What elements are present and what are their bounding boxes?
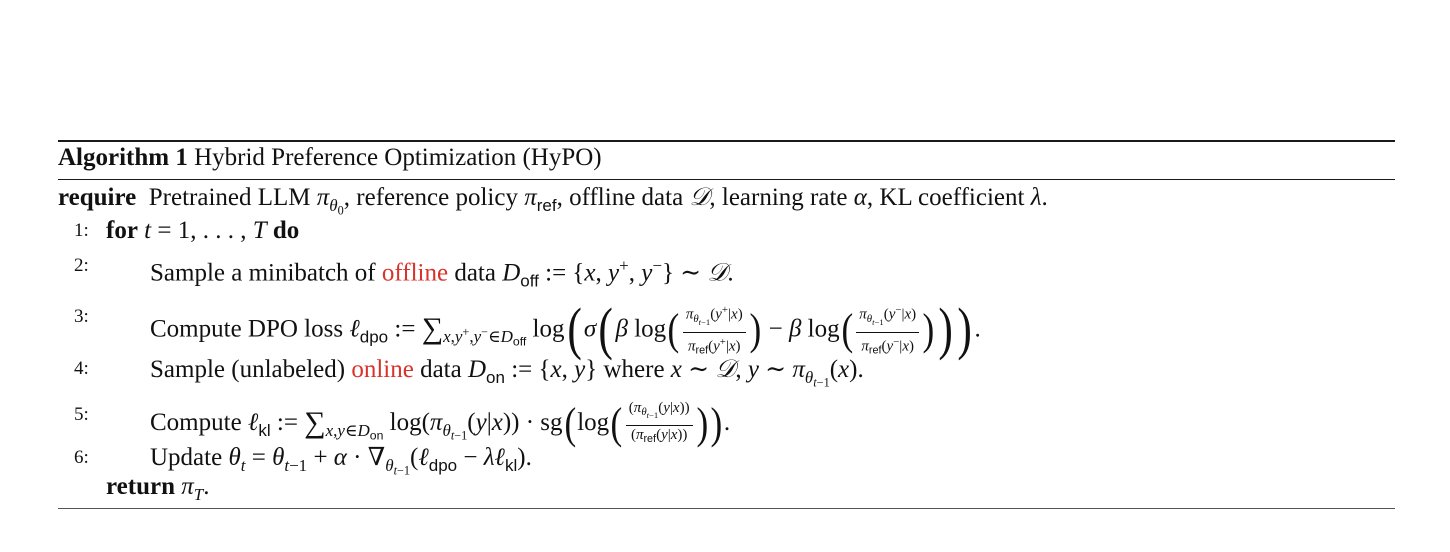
require-text-6: . (1041, 184, 1048, 211)
where-text: where (603, 356, 665, 383)
step-number: 6: (74, 447, 89, 468)
step-2-text-post: data (454, 259, 496, 287)
step-4-text-post: data (420, 356, 462, 383)
algorithm-header (58, 143, 602, 173)
offline-highlight: offline (381, 259, 449, 287)
require-text-2: , reference policy (343, 184, 518, 211)
step-5-text: Compute (150, 409, 242, 437)
step-4-text: Sample (unlabeled) (150, 356, 346, 383)
ratio-negative: $\frac{\pi_{\theta_{t-1}}(y^-|x)}{\pi_{ref}(y^-|x)}$ (856, 302, 919, 359)
step-number: 5: (74, 404, 89, 425)
require-text-1: Pretrained LLM (148, 184, 311, 211)
step-number: 1: (74, 220, 89, 241)
step-3-text: Compute DPO loss (150, 315, 344, 343)
header-rule (58, 179, 1395, 180)
top-rule (58, 140, 1395, 142)
step-number: 2: (74, 255, 89, 276)
step-6-text: Update (150, 444, 223, 471)
ratio-positive: $\frac{\pi_{\theta_{t-1}}(y^+|x)}{\pi_{ref}(y^+|x)}$ (683, 302, 746, 359)
return-keyword: return (106, 473, 175, 500)
algorithm-title: Hybrid Preference Optimization (HyPO) (194, 144, 602, 171)
algorithm-label: Algorithm 1 (58, 144, 188, 171)
for-keyword: for (106, 217, 138, 244)
step-number: 3: (74, 306, 89, 327)
step-number: 4: (74, 358, 89, 379)
require-line: require Pretrained LLM $\pi_{\theta_0}$, reference policy $\pi_{ref}$, offline data 𝒟, learning rate α, KL coefficient λ. (58, 182, 1048, 218)
require-text-4: , learning rate (709, 184, 848, 211)
return-line: return $\pi_T$. (106, 473, 210, 504)
ratio-kl: $\frac{(\pi_{\theta_{t-1}}(y|x))}{(\pi_{ref}(y|x))}$ (626, 400, 693, 449)
bottom-rule (58, 508, 1395, 509)
do-keyword: do (272, 217, 300, 244)
step-2-text: Sample a minibatch of (150, 259, 376, 287)
require-text-5: , KL coefficient (866, 184, 1025, 211)
online-highlight: online (351, 356, 414, 383)
require-keyword: require (58, 184, 137, 211)
require-text-3: , offline data (556, 184, 684, 211)
